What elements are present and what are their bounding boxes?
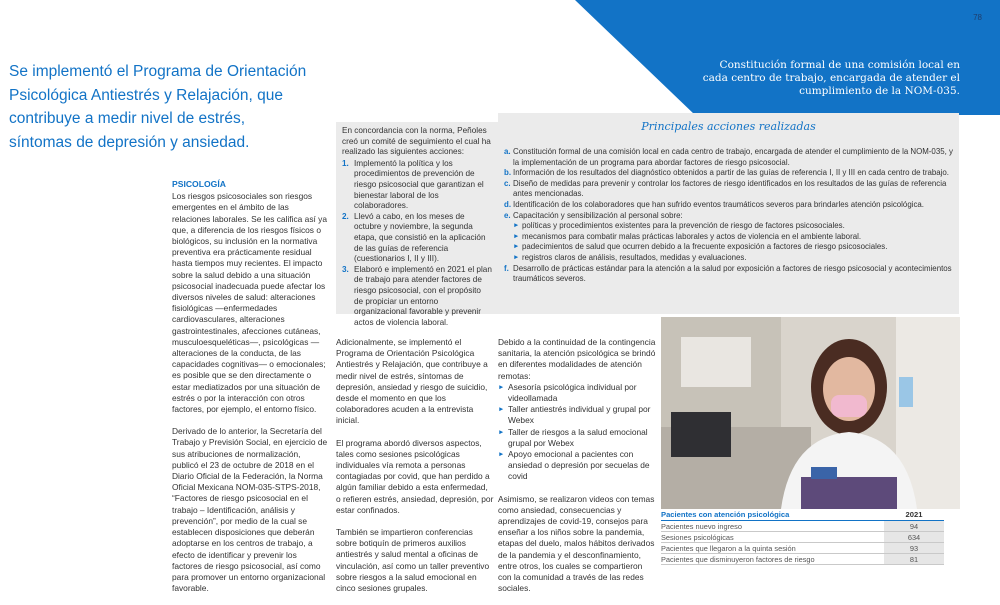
item-text: Capacitación y sensibilización al personal sobre: (513, 210, 683, 220)
list-item (498, 382, 656, 404)
list-item (342, 265, 492, 329)
page-headline: Se implementó el Programa de Orientación Psicológica Antiestrés y Relajación, que contribuye a medir nivel de estrés, síntomas de depresión y ansiedad. (9, 63, 307, 151)
list-item (342, 212, 492, 265)
item-letter: a. (504, 147, 511, 156)
item-letter: c. (504, 178, 511, 188)
page-number: 78 (973, 13, 982, 22)
item-number: 3. (342, 264, 349, 274)
section-title: PSICOLOGÍA (172, 179, 226, 189)
list-item (504, 168, 953, 179)
table-row (661, 554, 944, 565)
sub-list-item (504, 242, 953, 253)
sub-list-item (504, 253, 953, 264)
modalities-list (498, 382, 656, 483)
item-letter: b. (504, 168, 512, 178)
paragraph: Asimismo, se realizaron videos con temas como ansiedad, consecuencias y aprendizajes de covid-19, consejos para enseñar a los niños sobre la pandemia, etapas del duelo, malos hábitos derivados de la pandemia y el desconfinamiento, entre otros, los cuales se compartieron con la comunidad a través de las redes sociales. (498, 493, 655, 594)
row-value: 81 (884, 554, 944, 565)
item-text: Desarrollo de prácticas estándar para la atención a la salud por exposición a factores de riesgo psicosocial y acontecimientos traumáticos severos. (513, 263, 952, 284)
box-title: Principales acciones realizadas (641, 120, 816, 133)
triangle-bullet-icon: ► (513, 232, 520, 240)
paragraph: Adicionalmente, se implementó el Programa de Orientación Psicológica Antiestrés y Relajación, que contribuye a medir nivel de estrés, síntomas de depresión, ansiedad y riesgo de suicidio, desde el momento en que los colaboradores acuden a la entrevista inicial. (336, 337, 488, 426)
committee-intro: En concordancia con la norma, Peñoles creó un comité de seguimiento el cual ha realizado las siguientes acciones: (342, 126, 491, 157)
row-label: Pacientes nuevo ingreso (661, 521, 884, 532)
list-item (498, 404, 656, 426)
row-value: 634 (884, 532, 944, 543)
list-item (504, 264, 953, 285)
table-row (661, 532, 944, 543)
list-item (504, 200, 953, 211)
triangle-bullet-icon: ► (498, 428, 505, 436)
list-item (498, 449, 656, 483)
table-title: Pacientes con atención psicológica (661, 509, 884, 521)
paragraph: También se impartieron conferencias sobre botiquín de primeros auxilios antiestrés y salud mental a oficinas de vinculación, así como un taller preventivo sobre riesgos a la salud emocional en cinco sesiones grupales. (336, 527, 490, 594)
item-text: Apoyo emocional a pacientes con ansiedad o depresión por secuelas de covid (508, 449, 650, 482)
list-item (504, 147, 953, 168)
triangle-bullet-icon: ► (498, 383, 505, 391)
item-text: Asesoría psicológica individual por videollamada (508, 381, 637, 404)
triangle-bullet-icon: ► (498, 406, 505, 414)
committee-actions-box (336, 122, 498, 327)
list-item (498, 427, 656, 449)
item-letter: f. (504, 263, 509, 273)
paragraph: El programa abordó diversos aspectos, tales como sesiones psicológicas individuales vía remota a personas contagiadas por covid, que han perdido a algún familiar debido a esta enfermedad, o refieren estrés, ansiedad, depresión, por estar confinados. (336, 437, 494, 515)
table-row (661, 521, 944, 532)
sub-list-item (504, 232, 953, 243)
item-text: padecimientos de salud que ocurren debido a la frecuente exposición a factores de riesgo psicosociales. (522, 242, 888, 252)
triangle-bullet-icon: ► (513, 222, 520, 230)
item-text: Constitución formal de una comisión local en cada centro de trabajo, encargada de atender el cumplimiento de la NOM-035, y la implementación de un programa para abordar factores de riesgo psicosocial. (513, 147, 953, 167)
item-text: Llevó a cabo, en los meses de octubre y noviembre, la segunda etapa, que consistió en la aplicación de las guías de referencia (cuestionarios I, II y III). (354, 211, 486, 264)
list-item (504, 211, 953, 222)
row-value: 93 (884, 543, 944, 554)
triangle-bullet-icon: ► (513, 253, 520, 261)
item-text: Información de los resultados del diagnóstico obtenidos a partir de las guías de referencia I, II y III en cada centro de trabajo. (513, 168, 949, 178)
item-letter: d. (504, 199, 512, 209)
psychology-column (172, 179, 328, 605)
item-text: Taller antiestrés individual y grupal por Webex (508, 404, 651, 426)
table-year-header: 2021 (884, 509, 944, 521)
list-item (342, 159, 492, 212)
program-column (336, 337, 494, 605)
row-label: Pacientes que disminuyeron factores de riesgo (661, 554, 884, 565)
row-label: Sesiones psicológicas (661, 532, 884, 543)
item-text: mecanismos para combatir malas prácticas laborales y actos de violencia en el ambiente laboral. (522, 231, 862, 241)
item-text: políticas y procedimientos existentes para la prevención de riesgo de factores psicosociales. (522, 221, 845, 231)
row-label: Pacientes que llegaron a la quinta sesión (661, 543, 884, 554)
item-text: Taller de riesgos a la salud emocional grupal por Webex (508, 426, 648, 448)
list-item (504, 179, 953, 200)
item-text: Elaboró e implementó en 2021 el plan de trabajo para atender factores de riesgo psicosocial, con el propósito de propiciar un entorno organizacional favorable y prevenir actos de violencia laboral. (354, 264, 492, 327)
callout-quote: Constitución formal de una comisión local en cada centro de trabajo, encargada de atender el cumplimiento de la NOM-035. (702, 59, 960, 97)
item-text: Diseño de medidas para prevenir y controlar los factores de riesgo identificados en los resultados de las guías de referencia antes mencionadas. (513, 178, 947, 199)
triangle-bullet-icon: ► (498, 451, 505, 459)
item-text: registros claros de análisis, resultados, medidas y evaluaciones. (522, 252, 747, 262)
item-number: 1. (342, 158, 349, 168)
item-number: 2. (342, 211, 349, 221)
item-text: Identificación de los colaboradores que han sufrido eventos traumáticos severos para brindarles atención psicológica. (513, 199, 924, 209)
sub-list-item (504, 221, 953, 232)
table-row (661, 543, 944, 554)
paragraph: Los riesgos psicosociales son riesgos emergentes en el ámbito de las relaciones laborales. Se les califica así ya que, a diferencia de los riesgos físicos o biológicos, su inclusión en la normativa preventiva era prácticamente residual hasta tiempos muy recientes. El impacto sobre la salud debido a una situación psicosocial inadecuada puede afectar los diversos niveles de salud: alteraciones fisiológicas —enfermedades cardiovasculares, alteraciones gastrointestinales, afecciones cutáneas, musculoesqueléticas—, psicológicas —alteraciones de la conducta, de las capacidades cognitivas— o emocionales; es posible que se den directamente o estar mediatizados por una situación de estrés o por la interacción con otros factores, por ejemplo, el entorno físico. (172, 191, 328, 415)
main-actions-box (498, 113, 959, 314)
patients-stats-table (661, 509, 944, 565)
paragraph: Debido a la continuidad de la contingencia sanitaria, la atención psicológica se brindó en diferentes modalidades de atención remotas: (498, 337, 656, 381)
triangle-bullet-icon: ► (513, 243, 520, 251)
remote-care-column (498, 337, 656, 605)
paragraph: Derivado de lo anterior, la Secretaría del Trabajo y Previsión Social, en ejercicio de sus atribuciones de normalización, publicó el 23 de octubre de 2018 en el Diario Oficial de la Federación, la Norma Oficial Mexicana NOM-035-STPS-2018, “Factores de riesgo psicosocial en el trabajo – Identificación, análisis y prevención”, por medio de la cual se establecen disposiciones que deberán adoptarse en los centros de trabajo, a efecto de identificar y prevenir los factores de riesgo psicosocial, así como para promover un entorno organizacional favorable. (172, 426, 328, 594)
psychologist-photo (661, 317, 960, 509)
row-value: 94 (884, 521, 944, 532)
item-text: Implementó la política y los procedimientos de prevención de riesgo psicosocial que garantizan el bienestar laboral de los colaboradores. (354, 158, 484, 211)
item-letter: e. (504, 210, 511, 220)
